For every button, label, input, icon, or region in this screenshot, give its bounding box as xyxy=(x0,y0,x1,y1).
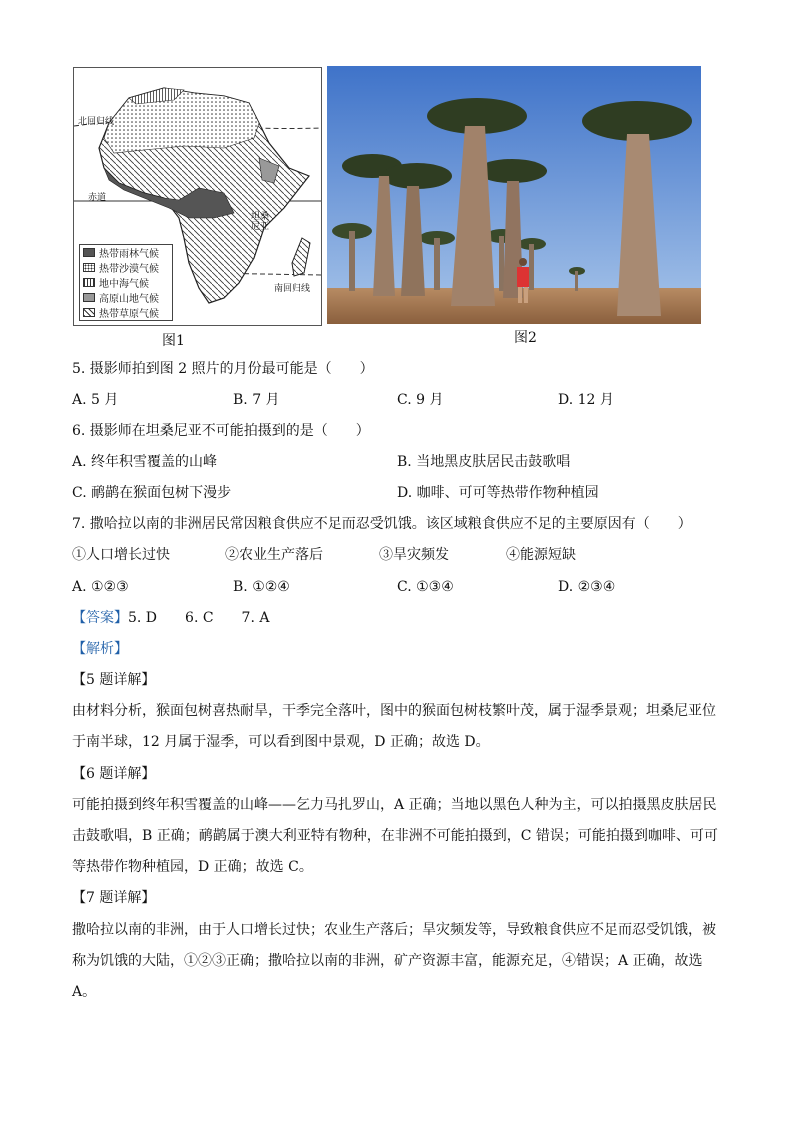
q7-item-3: ③旱灾频发 xyxy=(379,547,449,563)
legend-swatch xyxy=(83,308,95,317)
legend-item: 地中海气候 xyxy=(80,275,172,290)
legend-item: 热带草原气候 xyxy=(80,305,172,320)
q5-option-a: A. 5 月 xyxy=(72,392,119,408)
legend-swatch xyxy=(83,248,95,257)
q6-option-b: B. 当地黑皮肤居民击鼓歌唱 xyxy=(397,454,571,470)
d7-line-3: A。 xyxy=(72,984,97,1000)
q5-option-b: B. 7 月 xyxy=(233,392,280,408)
q7-item-2: ②农业生产落后 xyxy=(225,547,323,563)
q5-stem: 5. 摄影师拍到图 2 照片的月份最可能是（ ） xyxy=(72,361,374,377)
d7-title: 【7 题详解】 xyxy=(72,890,156,906)
d5-title: 【5 题详解】 xyxy=(72,672,156,688)
africa-climate-map xyxy=(73,67,322,326)
d6-line-1: 可能拍摄到终年积雪覆盖的山峰——乞力马扎罗山，A 正确；当地以黑色人种为主，可以拍摄黑皮肤居民 xyxy=(72,797,717,813)
d5-line-1: 由材料分析，猴面包树喜热耐旱，干季完全落叶，图中的猴面包树枝繁叶茂，属于湿季景观；坦桑尼亚位 xyxy=(72,703,716,719)
q6-option-d: D. 咖啡、可可等热带作物种植园 xyxy=(397,485,599,501)
legend-swatch xyxy=(83,293,95,302)
q6-stem: 6. 摄影师在坦桑尼亚不可能拍摄到的是（ ） xyxy=(72,423,370,439)
figure1-caption: 图1 xyxy=(162,333,185,349)
baobab-photo xyxy=(327,66,701,324)
d7-line-1: 撒哈拉以南的非洲，由于人口增长过快；农业生产落后；旱灾频发等，导致粮食供应不足而忍受饥饿，被 xyxy=(72,922,716,938)
q6-option-c: C. 鸸鹋在猴面包树下漫步 xyxy=(72,485,232,501)
legend-item: 高原山地气候 xyxy=(80,290,172,305)
tropic-north-label: 北回归线 xyxy=(78,117,115,127)
q7-option-c: C. ①③④ xyxy=(397,579,454,595)
d6-line-2: 击鼓歌唱，B 正确；鸸鹋属于澳大利亚特有物种，在非洲不可能拍摄到，C 错误；可能拍摄到咖啡、可可 xyxy=(72,828,718,844)
q7-stem: 7. 撒哈拉以南的非洲居民常因粮食供应不足而忍受饥饿。该区域粮食供应不足的主要原因有（ ） xyxy=(72,516,692,532)
q5-option-c: C. 9 月 xyxy=(397,392,444,408)
legend-swatch xyxy=(83,263,95,272)
map-legend xyxy=(79,244,173,321)
legend-item: 热带沙漠气候 xyxy=(80,260,172,275)
figure2-caption: 图2 xyxy=(514,330,537,346)
q7-option-a: A. ①②③ xyxy=(72,579,129,595)
d6-line-3: 等热带作物种植园，D 正确；故选 C。 xyxy=(72,859,313,875)
answer-text: 5. D 6. C 7. A xyxy=(128,610,270,626)
answer-tag: 【答案】 xyxy=(72,610,128,626)
equator-label: 赤道 xyxy=(88,193,107,203)
tropic-south-label: 南回归线 xyxy=(274,284,311,294)
q7-item-1: ①人口增长过快 xyxy=(72,547,170,563)
q7-item-4: ④能源短缺 xyxy=(506,547,576,563)
q5-option-d: D. 12 月 xyxy=(558,392,614,408)
d7-line-2: 称为饥饿的大陆，①②③正确；撒哈拉以南的非洲，矿产资源丰富，能源充足，④错误；A 正确，故选 xyxy=(72,953,703,969)
baobab-photo-drawing xyxy=(327,66,701,324)
tanzania-label: 坦桑尼亚 xyxy=(251,212,270,232)
q7-option-b: B. ①②④ xyxy=(233,579,290,595)
legend-item: 热带雨林气候 xyxy=(80,245,172,260)
legend-swatch xyxy=(83,278,95,287)
analysis-tag: 【解析】 xyxy=(72,641,128,657)
d5-line-2: 于南半球，12 月属于湿季，可以看到图中景观，D 正确；故选 D。 xyxy=(72,734,490,750)
d6-title: 【6 题详解】 xyxy=(72,766,156,782)
q7-option-d: D. ②③④ xyxy=(558,579,616,595)
answer-line xyxy=(72,608,269,628)
q6-option-a: A. 终年积雪覆盖的山峰 xyxy=(72,454,218,470)
